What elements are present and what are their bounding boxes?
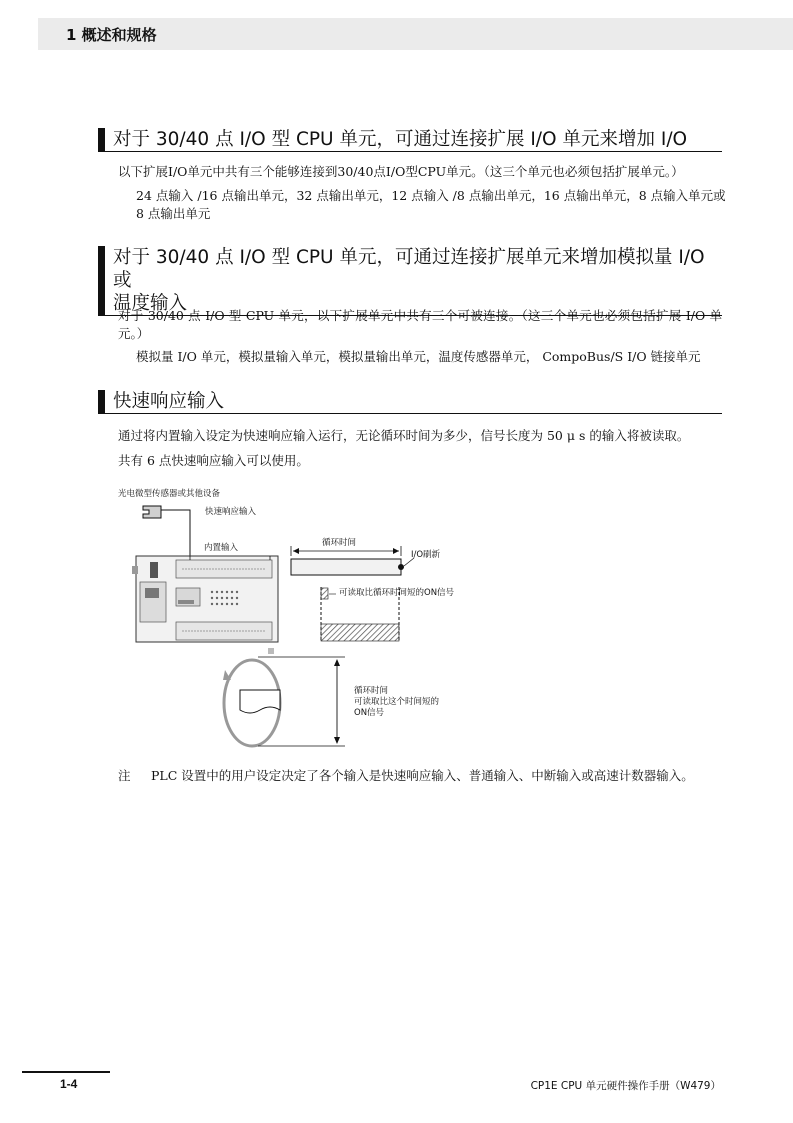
sensor-label: 光电微型传感器或其他设备 — [118, 489, 221, 499]
cycle-time-label: 循环时间 — [322, 538, 357, 548]
section-title-quick-response: 快速响应输入 — [98, 390, 722, 414]
manual-title: CP1E CPU 单元硬件操作手册（W479） — [530, 1080, 721, 1092]
section-2-list: 模拟量 I/O 单元，模拟量输入单元，模拟量输出单元，温度传感器单元， CompoBus/S I/O 链接单元 — [136, 349, 701, 364]
section-3-para1: 通过将内置输入设定为快速响应输入运行，无论循环时间为多少，信号长度为 50 μ s 的输入将被读取。 — [118, 428, 690, 443]
footer-rule — [22, 1071, 110, 1073]
section-3-para2: 共有 6 点快速响应输入可以使用。 — [118, 453, 309, 468]
sensor-icon — [143, 506, 161, 518]
note-text: PLC 设置中的用户设定决定了各个输入是快速响应输入、普通输入、中断输入或高速计数器输入。 — [151, 768, 694, 783]
page-number: 1-4 — [60, 1077, 78, 1091]
program-icon — [240, 690, 280, 713]
on-signal-region — [321, 624, 399, 641]
chapter-header: 1 概述和规格 — [66, 26, 157, 44]
section-title-expansion-io: 对于 30/40 点 I/O 型 CPU 单元，可通过连接扩展 I/O 单元来增加 I/O — [98, 128, 722, 152]
right-label-line2: 可读取比这个时间短的 — [354, 697, 440, 707]
builtin-input-label: 内置输入 — [204, 543, 239, 553]
quick-input-label: 快速响应输入 — [205, 507, 257, 517]
plc-unit-icon — [132, 556, 278, 654]
short-on-pulse — [321, 588, 328, 599]
section-2-intro: 对于 30/40 点 I/O 型 CPU 单元，以下扩展单元中共有三个可被连接。（这三个单元也必须包括扩展 I/O 单元。） — [118, 308, 722, 341]
section-1-intro: 以下扩展I/O单元中共有三个能够连接到30/40点I/O型CPU单元。（这三个单元也必须包括扩展单元。） — [118, 164, 684, 179]
section-2-title-line2: 温度输入 — [113, 293, 188, 314]
right-label-line3: ON信号 — [354, 708, 385, 718]
cycle-bar — [291, 559, 401, 575]
right-label-line1: 循环时间 — [354, 686, 389, 696]
section-1-list: 24 点输入 /16 点输出单元，32 点输出单元，12 点输入 /8 点输出单元，16 点输出单元，8 点输入单元或 8 点输出单元 — [136, 188, 726, 221]
io-refresh-label: I/O刷新 — [411, 550, 441, 560]
note-marker: 注 — [118, 768, 131, 783]
readable-on-label: 可读取比循环时间短的ON信号 — [339, 588, 455, 598]
section-2-title-line1: 对于 30/40 点 I/O 型 CPU 单元，可通过连接扩展单元来增加模拟量 I/O 或 — [113, 247, 705, 291]
